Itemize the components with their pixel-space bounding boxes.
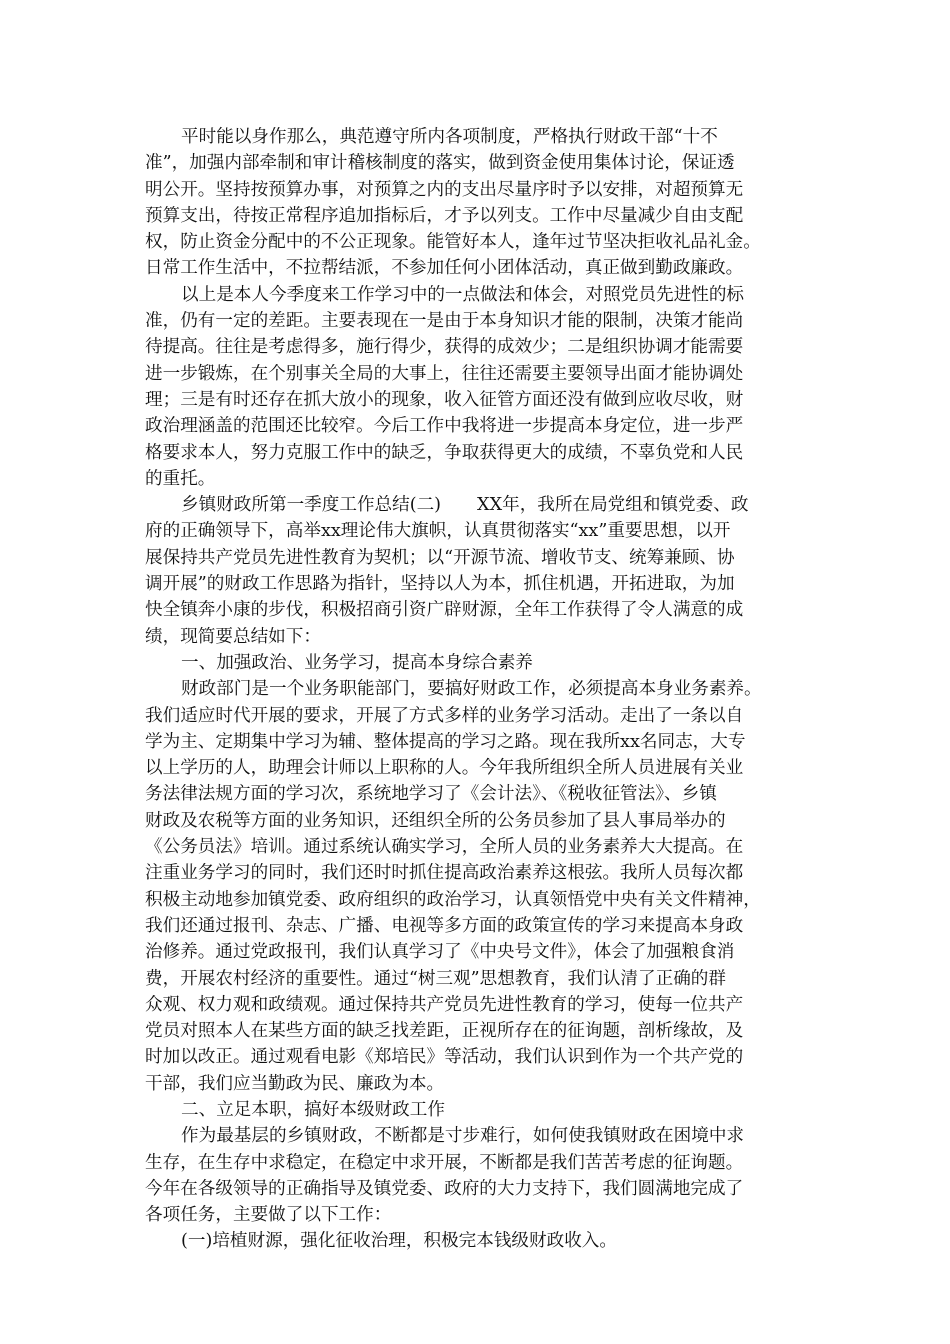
paragraph-3	[145, 492, 815, 650]
text-line: 政治理涵盖的范围还比较窄。今后工作中我将进一步提高本身定位，进一步严	[145, 416, 744, 437]
document-page	[145, 124, 815, 1255]
text-line: 财政部门是一个业务职能部门，要搞好财政工作，必须提高本身业务素养。	[181, 679, 762, 700]
text-line: 展保持共产党员先进性教育为契机；以“开源节流、增收节支、统筹兼顾、协	[145, 547, 735, 568]
text-line: 财政及农税等方面的业务知识，还组织全所的公务员参加了县人事局举办的	[145, 810, 726, 831]
text-line-rest: XX年，我所在局党组和镇党委、政	[477, 495, 749, 516]
text-line: 我们还通过报刊、杂志、广播、电视等多方面的政策宣传的学习来提高本身政	[145, 915, 744, 936]
paragraph-4	[145, 676, 815, 1097]
text-line: 时加以改正。通过观看电影《郑培民》等活动，我们认识到作为一个共产党的	[145, 1047, 744, 1068]
paragraph-1	[145, 124, 815, 282]
text-line: 快全镇奔小康的步伐，积极招商引资广辟财源，全年工作获得了令人满意的成	[145, 600, 744, 621]
section-heading: (一)培植财源，强化征收治理，积极完本钱级财政收入。	[181, 1231, 617, 1252]
text-line: 党员对照本人在某些方面的缺乏找差距，正视所存在的征询题，剖析缘故，及	[145, 1021, 744, 1042]
text-line: 准”，加强内部牵制和审计稽核制度的落实，做到资金使用集体讨论，保证透	[145, 153, 735, 174]
text-line: 的重托。	[145, 468, 216, 489]
text-line: 格要求本人，努力克服工作中的缺乏，争取获得更大的成绩，不辜负党和人民	[145, 442, 744, 463]
text-line: 积极主动地参加镇党委、政府组织的政治学习，认真领悟党中央有关文件精神，	[145, 889, 761, 910]
text-line: 绩，现简要总结如下：	[145, 626, 321, 647]
text-line: 众观、权力观和政绩观。通过保持共产党员先进性教育的学习，使每一位共产	[145, 994, 744, 1015]
paragraph-5	[145, 1123, 815, 1228]
heading-2	[145, 1097, 815, 1123]
paragraph-2	[145, 282, 815, 492]
section-heading: 二、立足本职，搞好本级财政工作	[181, 1099, 445, 1120]
text-line: 我们适应时代开展的要求，开展了方式多样的业务学习活动。走出了一条以自	[145, 705, 744, 726]
section-title: 乡镇财政所第一季度工作总结(二)	[181, 495, 442, 516]
text-line: 准，仍有一定的差距。主要表现在一是由于本身知识才能的限制，决策才能尚	[145, 311, 744, 332]
text-line: 《公务员法》培训。通过系统认确实学习，全所人员的业务素养大大提高。在	[145, 837, 744, 858]
text-line: 平时能以身作那么，典范遵守所内各项制度，严格执行财政干部“十不	[181, 127, 718, 147]
heading-3	[145, 1228, 815, 1254]
text-line: 费，开展农村经济的重要性。通过“树三观”思想教育，我们认清了正确的群	[145, 968, 726, 989]
text-line: 明公开。坚持按预算办事，对预算之内的支出尽量序时予以安排，对超预算无	[145, 179, 744, 200]
text-line: 注重业务学习的同时，我们还时时抓住提高政治素养这根弦。我所人员每次都	[145, 863, 744, 884]
text-line: 今年在各级领导的正确指导及镇党委、政府的大力支持下，我们圆满地完成了	[145, 1178, 744, 1199]
text-line: 作为最基层的乡镇财政，不断都是寸步难行，如何使我镇财政在困境中求	[181, 1126, 745, 1147]
text-line	[145, 492, 815, 518]
text-line: 进一步锻炼，在个别事关全局的大事上，往往还需要主要领导出面才能协调处	[145, 363, 744, 384]
text-line: 待提高。往往是考虑得多，施行得少，获得的成效少；二是组织协调才能需要	[145, 337, 744, 358]
section-heading: 一、加强政治、业务学习，提高本身综合素养	[181, 652, 533, 673]
text-line: 各项任务，主要做了以下工作：	[145, 1205, 392, 1226]
text-line: 府的正确领导下，高举xx理论伟大旗帜，认真贯彻落实“xx”重要思想，以开	[145, 521, 731, 542]
text-line: 预算支出，待按正常程序追加指标后，才予以列支。工作中尽量减少自由支配	[145, 205, 744, 226]
text-line: 生存，在生存中求稳定，在稳定中求开展，不断都是我们苦苦考虑的征询题。	[145, 1152, 744, 1173]
text-line: 干部，我们应当勤政为民、廉政为本。	[145, 1073, 445, 1094]
text-line: 日常工作生活中，不拉帮结派，不参加任何小团体活动，真正做到勤政廉政。	[145, 258, 744, 279]
text-line: 权，防止资金分配中的不公正现象。能管好本人，逢年过节坚决拒收礼品礼金。	[145, 232, 761, 253]
heading-1	[145, 650, 815, 676]
text-line: 理；三是有时还存在抓大放小的现象，收入征管方面还没有做到应收尽收，财	[145, 389, 744, 410]
text-line: 调开展”的财政工作思路为指针，坚持以人为本，抓住机遇，开拓进取，为加	[145, 574, 735, 595]
text-line: 务法律法规方面的学习次，系统地学习了《会计法》、《税收征管法》、乡镇	[145, 784, 717, 805]
text-line: 以上学历的人，助理会计师以上职称的人。今年我所组织全所人员进展有关业	[145, 758, 744, 779]
text-line: 学为主、定期集中学习为辅、整体提高的学习之路。现在我所xx名同志，大专	[145, 731, 746, 752]
text-line: 以上是本人今季度来工作学习中的一点做法和体会，对照党员先进性的标	[181, 284, 745, 305]
text-line: 治修养。通过党政报刊，我们认真学习了《中央号文件》，体会了加强粮食消	[145, 942, 735, 963]
